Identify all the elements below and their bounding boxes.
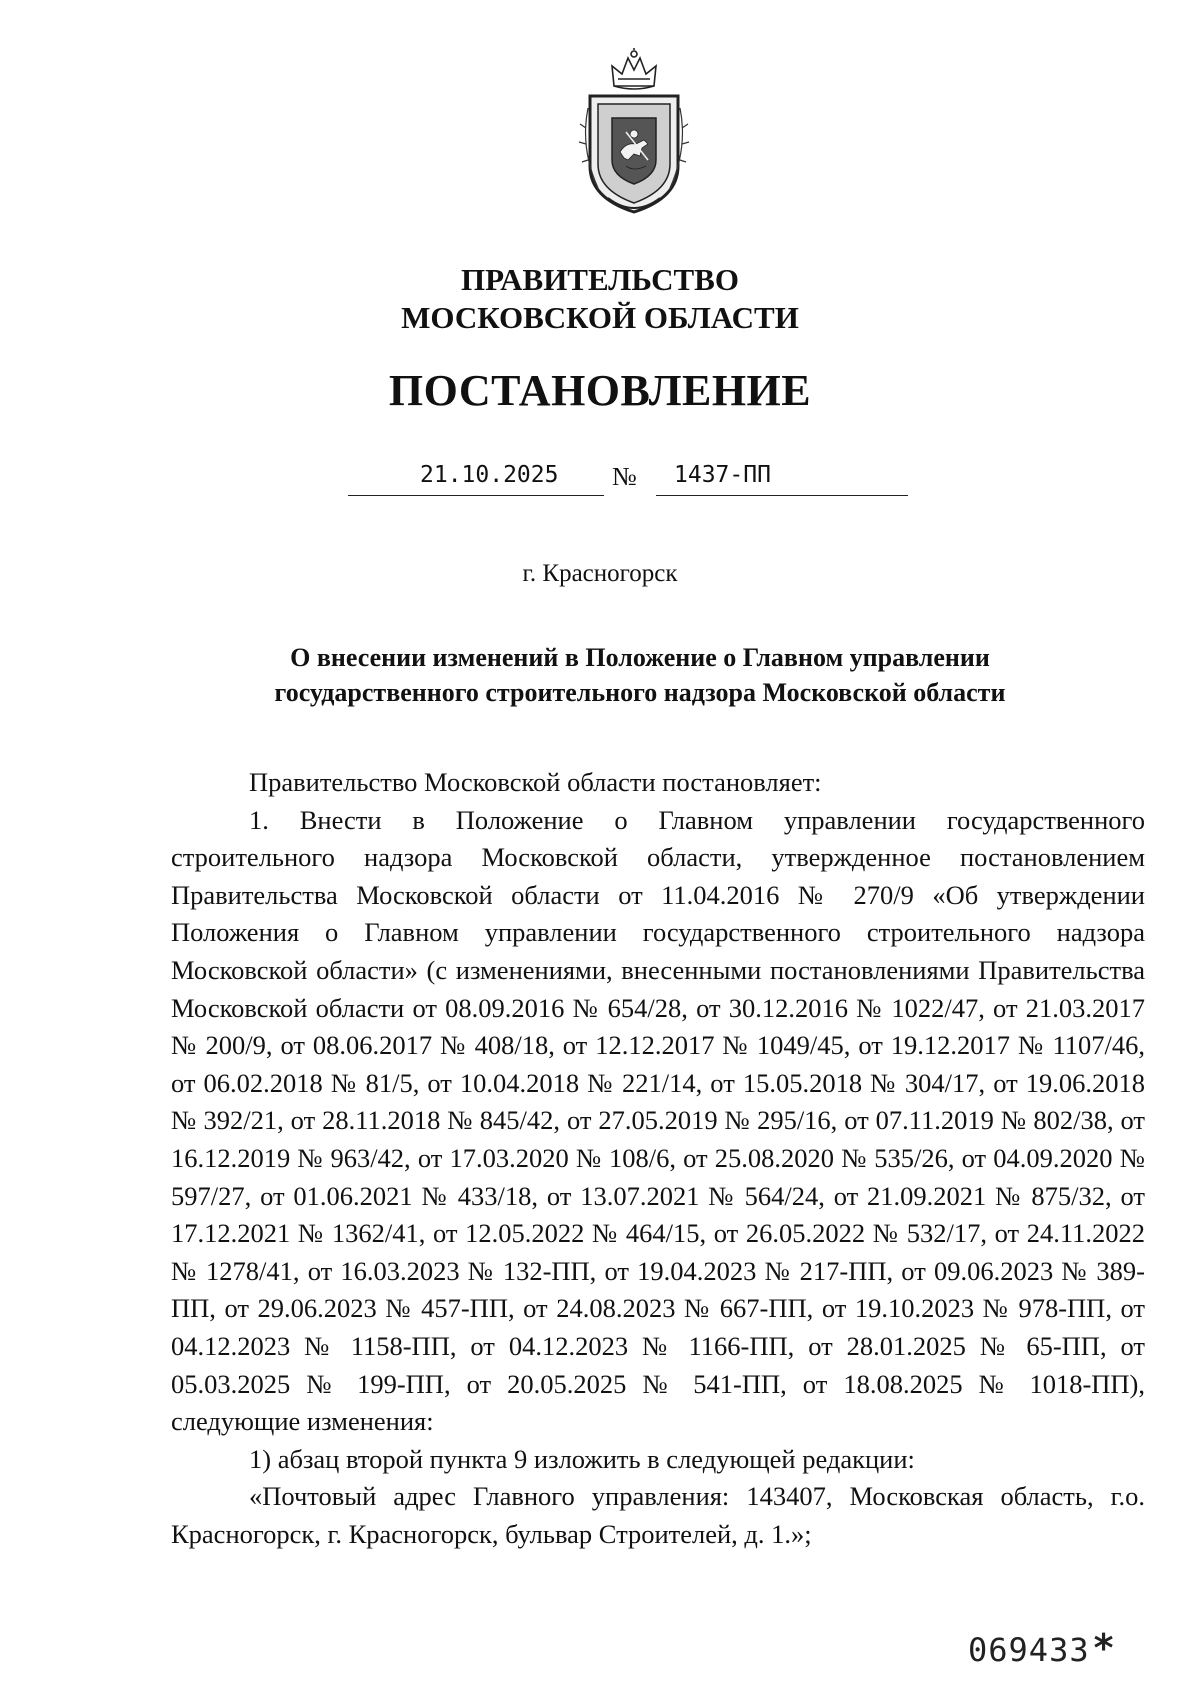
registration-number: 1437-ПП xyxy=(674,462,771,488)
document-type-title: ПОСТАНОВЛЕНИЕ xyxy=(388,366,812,415)
registration-line xyxy=(348,458,908,498)
document-body xyxy=(171,764,1145,1553)
city-name: г. Красногорск xyxy=(522,560,678,587)
government-name-line1: ПРАВИТЕЛЬСТВО xyxy=(461,262,739,297)
number-sign: № xyxy=(612,462,637,491)
government-name-line2: МОСКОВСКОЙ ОБЛАСТИ xyxy=(401,300,799,335)
date-underline xyxy=(348,495,604,496)
subitem-1-paragraph: 1) абзац второй пункта 9 изложить в следующей редакции: xyxy=(249,1443,915,1474)
moscow-oblast-coat-of-arms-icon xyxy=(568,48,700,218)
quoted-address-paragraph: «Почтовый адрес Главного управления: 143407, Московская область, г.о. Красногорск, г. Красногорск, бульвар Строителей, д. 1.»; xyxy=(171,1481,1145,1549)
item-1-paragraph: 1. Внести в Положение о Главном управлении государственного строительного надзора Московской области, утвержденное постановлением Правительства Московской области от 11.04.2016 № 270/9 «Об утверждении Положения о Главном управлении государственного строительного надзора Московской области» (с изменениями, внесенными постановлениями Правительства Московской области от 08.09.2016 № 654/28, от 30.12.2016 № 1022/47, от 21.03.2017 № 200/9, от 08.06.2017 № 408/18, от 12.12.2017 № 1049/45, от 19.12.2017 № 1107/46, от 06.02.2018 № 81/5, от 10.04.2018 № 221/14, от 15.05.2018 № 304/17, от 19.06.2018 № 392/21, от 28.11.2018 № 845/42, от 27.05.2019 № 295/16, от 07.11.2019 № 802/38, от 16.12.2019 № 963/42, от 17.03.2020 № 108/6, от 25.08.2020 № 535/26, от 04.09.2020 № 597/27, от 01.06.2021 № 433/18, от 13.07.2021 № 564/24, от 21.09.2021 № 875/32, от 17.12.2021 № 1362/41, от 12.05.2022 № 464/15, от 26.05.2022 № 532/17, от 24.11.2022 № 1278/41, от 16.03.2023 № 132-ПП, от 19.04.2023 № 217-ПП, от 09.06.2023 № 389-ПП, от 29.06.2023 № 457-ПП, от 24.08.2023 № 667-ПП, от 19.10.2023 № 978-ПП, от 04.12.2023 № 1158-ПП, от 04.12.2023 № 1166-ПП, от 28.01.2025 № 65-ПП, от 05.03.2025 № 199-ПП, от 20.05.2025 № 541-ПП, от 18.08.2025 № 1018-ПП), следующие изменения: xyxy=(171,804,1145,1437)
registration-date: 21.10.2025 xyxy=(420,462,559,488)
preamble-paragraph: Правительство Московской области постановляет: xyxy=(249,767,822,797)
document-subject: О внесении изменений в Положение о Главном управлении государственного строительного надзора Московской области xyxy=(274,643,1006,707)
serial-number-stamp xyxy=(968,1626,1114,1670)
serial-number: 069433 xyxy=(968,1631,1090,1669)
number-underline xyxy=(656,495,908,496)
serial-star-mark: * xyxy=(1093,1626,1115,1670)
